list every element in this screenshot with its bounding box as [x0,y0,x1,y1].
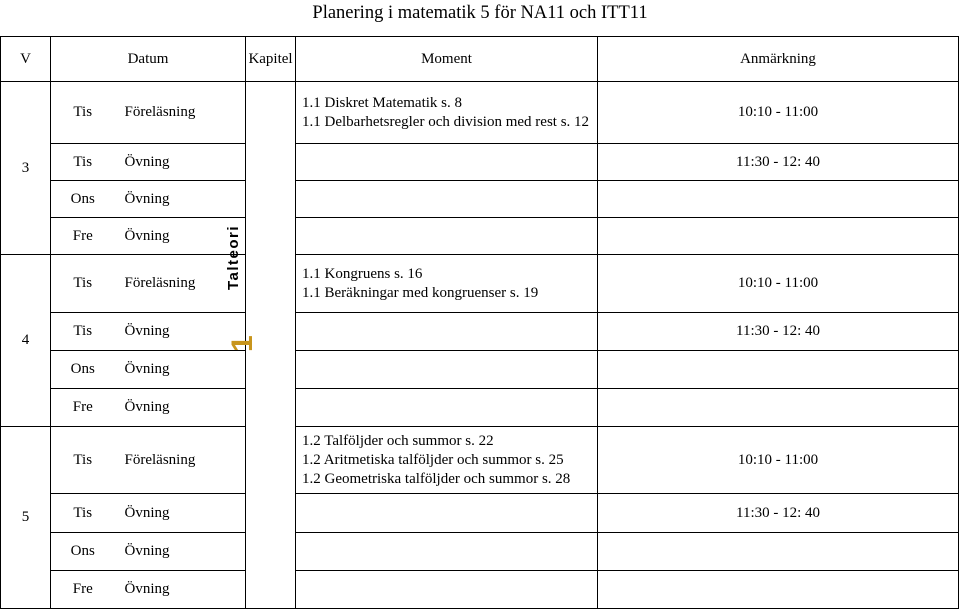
session-type: Övning [115,218,246,255]
note-cell: 11:30 - 12: 40 [598,313,959,351]
moment-cell [296,533,598,571]
page-title: Planering i matematik 5 för NA11 och ITT11 [312,3,648,23]
moment-cell [296,181,598,218]
moment-cell [296,255,598,313]
table-row [1,389,959,427]
schedule-table [0,36,959,609]
moment-cell [296,427,598,494]
note-cell: 10:10 - 11:00 [598,255,959,313]
moment-line: 1.2 Aritmetiska talföljder och summor s. 25 [302,451,564,468]
day-cell: Tis [51,494,115,533]
day-cell: Fre [51,571,115,609]
moment-cell [296,313,598,351]
moment-cell [296,389,598,427]
day-cell: Fre [51,218,115,255]
table-header-row [1,37,959,82]
session-type: Övning [115,313,246,351]
session-type: Övning [115,351,246,389]
table-row [1,313,959,351]
moment-cell [296,494,598,533]
moment-line: 1.2 Geometriska talföljder och summor s. 28 [302,470,571,487]
chapter-name: Talteori [225,224,242,290]
day-cell: Tis [51,144,115,181]
day-cell: Tis [51,255,115,313]
table-row [1,144,959,181]
day-cell: Tis [51,427,115,494]
day-cell: Ons [51,351,115,389]
day-cell: Fre [51,389,115,427]
table-row [1,533,959,571]
note-cell [598,389,959,427]
header-chapter: Kapitel [246,37,296,82]
moment-line: 1.1 Diskret Matematik s. 8 [302,94,462,111]
session-type: Föreläsning [115,82,246,144]
table-row [1,181,959,218]
session-type: Övning [115,494,246,533]
moment-line: 1.1 Beräkningar med kongruenser s. 19 [302,284,539,301]
week-number: 3 [1,82,51,255]
moment-line: 1.1 Delbarhetsregler och division med rest s. 12 [302,113,590,130]
note-cell [598,533,959,571]
note-cell: 11:30 - 12: 40 [598,494,959,533]
table-row [1,427,959,494]
note-cell: 10:10 - 11:00 [598,427,959,494]
chapter-number: 1 [226,335,259,352]
session-type: Föreläsning [115,427,246,494]
header-week: V [1,37,51,82]
session-type: Övning [115,571,246,609]
moment-cell [296,82,598,144]
note-cell [598,181,959,218]
header-note: Anmärkning [598,37,959,82]
table-row [1,255,959,313]
moment-cell [296,144,598,181]
day-cell: Ons [51,533,115,571]
header-moment: Moment [296,37,598,82]
day-cell: Ons [51,181,115,218]
table-row [1,351,959,389]
moment-line: 1.1 Kongruens s. 16 [302,265,423,282]
session-type: Övning [115,389,246,427]
session-type: Övning [115,533,246,571]
note-cell [598,218,959,255]
note-cell: 10:10 - 11:00 [598,82,959,144]
table-row [1,82,959,144]
day-cell: Tis [51,82,115,144]
day-cell: Tis [51,313,115,351]
table-row [1,218,959,255]
note-cell [598,571,959,609]
note-cell: 11:30 - 12: 40 [598,144,959,181]
moment-cell [296,571,598,609]
table-row [1,494,959,533]
session-type: Övning [115,144,246,181]
moment-cell [296,351,598,389]
moment-line: 1.2 Talföljder och summor s. 22 [302,432,494,449]
table-row [1,571,959,609]
session-type: Föreläsning [115,255,246,313]
week-number: 5 [1,427,51,609]
header-date: Datum [51,37,246,82]
week-number: 4 [1,255,51,427]
session-type: Övning [115,181,246,218]
moment-cell [296,218,598,255]
note-cell [598,351,959,389]
